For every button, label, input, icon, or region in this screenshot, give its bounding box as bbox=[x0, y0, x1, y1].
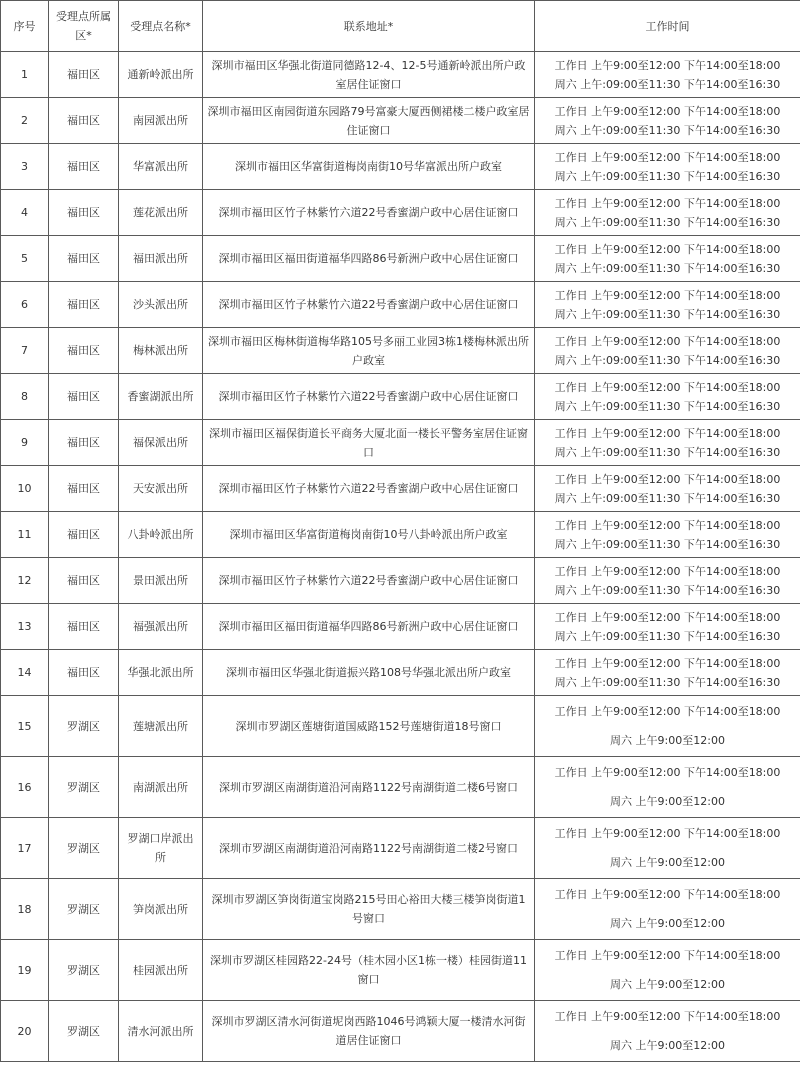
cell-hours bbox=[535, 879, 800, 940]
saturday-hours: 周六 上午:09:00至11:30 下午14:00至16:30 bbox=[554, 123, 781, 137]
cell-hours bbox=[535, 466, 800, 512]
weekday-hours: 工作日 上午9:00至12:00 下午14:00至18:00 bbox=[554, 564, 781, 578]
header-name: 受理点名称* bbox=[119, 1, 203, 52]
weekday-hours: 工作日 上午9:00至12:00 下午14:00至18:00 bbox=[554, 705, 781, 718]
cell-index: 4 bbox=[1, 190, 49, 236]
cell-district: 福田区 bbox=[49, 98, 119, 144]
table-row bbox=[1, 696, 800, 757]
weekday-hours: 工作日 上午9:00至12:00 下午14:00至18:00 bbox=[554, 1010, 781, 1023]
cell-hours bbox=[535, 696, 800, 757]
weekday-hours: 工作日 上午9:00至12:00 下午14:00至18:00 bbox=[554, 426, 781, 440]
saturday-hours: 周六 上午:09:00至11:30 下午14:00至16:30 bbox=[554, 353, 781, 367]
cell-index: 13 bbox=[1, 604, 49, 650]
table-row bbox=[1, 818, 800, 879]
saturday-hours: 周六 上午:09:00至11:30 下午14:00至16:30 bbox=[554, 675, 781, 689]
cell-district: 福田区 bbox=[49, 374, 119, 420]
cell-name: 八卦岭派出所 bbox=[119, 512, 203, 558]
saturday-hours: 周六 上午:09:00至11:30 下午14:00至16:30 bbox=[554, 77, 781, 91]
cell-address: 深圳市福田区竹子林紫竹六道22号香蜜湖户政中心居住证窗口 bbox=[203, 282, 535, 328]
cell-name: 南园派出所 bbox=[119, 98, 203, 144]
cell-address: 深圳市罗湖区南湖街道沿河南路1122号南湖街道二楼2号窗口 bbox=[203, 818, 535, 879]
saturday-hours: 周六 上午9:00至12:00 bbox=[610, 734, 725, 747]
cell-index: 19 bbox=[1, 940, 49, 1001]
table-row bbox=[1, 940, 800, 1001]
cell-name: 福保派出所 bbox=[119, 420, 203, 466]
cell-index: 3 bbox=[1, 144, 49, 190]
cell-name: 香蜜湖派出所 bbox=[119, 374, 203, 420]
table-row bbox=[1, 190, 800, 236]
table-row bbox=[1, 144, 800, 190]
cell-address: 深圳市罗湖区莲塘街道国威路152号莲塘街道18号窗口 bbox=[203, 696, 535, 757]
cell-index: 14 bbox=[1, 650, 49, 696]
cell-hours bbox=[535, 144, 800, 190]
cell-name: 华强北派出所 bbox=[119, 650, 203, 696]
cell-address: 深圳市福田区华强北街道同德路12-4、12-5号通新岭派出所户政室居住证窗口 bbox=[203, 52, 535, 98]
cell-address: 深圳市福田区福田街道福华四路86号新洲户政中心居住证窗口 bbox=[203, 236, 535, 282]
saturday-hours: 周六 上午9:00至12:00 bbox=[610, 1039, 725, 1052]
cell-district: 罗湖区 bbox=[49, 940, 119, 1001]
cell-index: 1 bbox=[1, 52, 49, 98]
cell-address: 深圳市福田区竹子林紫竹六道22号香蜜湖户政中心居住证窗口 bbox=[203, 558, 535, 604]
cell-index: 6 bbox=[1, 282, 49, 328]
table-row bbox=[1, 420, 800, 466]
cell-hours bbox=[535, 190, 800, 236]
cell-name: 福田派出所 bbox=[119, 236, 203, 282]
weekday-hours: 工作日 上午9:00至12:00 下午14:00至18:00 bbox=[554, 656, 781, 670]
table-row bbox=[1, 650, 800, 696]
weekday-hours: 工作日 上午9:00至12:00 下午14:00至18:00 bbox=[554, 334, 781, 348]
cell-name: 南湖派出所 bbox=[119, 757, 203, 818]
cell-name: 莲塘派出所 bbox=[119, 696, 203, 757]
weekday-hours: 工作日 上午9:00至12:00 下午14:00至18:00 bbox=[554, 150, 781, 164]
cell-name: 笋岗派出所 bbox=[119, 879, 203, 940]
cell-district: 福田区 bbox=[49, 420, 119, 466]
table-row bbox=[1, 98, 800, 144]
table-row bbox=[1, 757, 800, 818]
saturday-hours: 周六 上午9:00至12:00 bbox=[610, 917, 725, 930]
header-district: 受理点所属区* bbox=[49, 1, 119, 52]
cell-index: 9 bbox=[1, 420, 49, 466]
cell-name: 沙头派出所 bbox=[119, 282, 203, 328]
cell-index: 5 bbox=[1, 236, 49, 282]
cell-index: 20 bbox=[1, 1001, 49, 1062]
cell-district: 福田区 bbox=[49, 52, 119, 98]
cell-district: 罗湖区 bbox=[49, 818, 119, 879]
cell-district: 福田区 bbox=[49, 558, 119, 604]
weekday-hours: 工作日 上午9:00至12:00 下午14:00至18:00 bbox=[554, 888, 781, 901]
saturday-hours: 周六 上午:09:00至11:30 下午14:00至16:30 bbox=[554, 445, 781, 459]
table-row bbox=[1, 236, 800, 282]
cell-address: 深圳市罗湖区桂园路22-24号（桂木园小区1栋一楼）桂园街道11窗口 bbox=[203, 940, 535, 1001]
weekday-hours: 工作日 上午9:00至12:00 下午14:00至18:00 bbox=[554, 196, 781, 210]
cell-name: 梅林派出所 bbox=[119, 328, 203, 374]
cell-name: 华富派出所 bbox=[119, 144, 203, 190]
weekday-hours: 工作日 上午9:00至12:00 下午14:00至18:00 bbox=[554, 949, 781, 962]
weekday-hours: 工作日 上午9:00至12:00 下午14:00至18:00 bbox=[554, 288, 781, 302]
cell-hours bbox=[535, 650, 800, 696]
cell-address: 深圳市福田区竹子林紫竹六道22号香蜜湖户政中心居住证窗口 bbox=[203, 190, 535, 236]
cell-district: 罗湖区 bbox=[49, 879, 119, 940]
weekday-hours: 工作日 上午9:00至12:00 下午14:00至18:00 bbox=[554, 58, 781, 72]
cell-district: 福田区 bbox=[49, 328, 119, 374]
weekday-hours: 工作日 上午9:00至12:00 下午14:00至18:00 bbox=[554, 827, 781, 840]
saturday-hours: 周六 上午9:00至12:00 bbox=[610, 856, 725, 869]
weekday-hours: 工作日 上午9:00至12:00 下午14:00至18:00 bbox=[554, 242, 781, 256]
cell-hours bbox=[535, 1001, 800, 1062]
cell-index: 8 bbox=[1, 374, 49, 420]
cell-district: 福田区 bbox=[49, 466, 119, 512]
cell-index: 10 bbox=[1, 466, 49, 512]
cell-district: 福田区 bbox=[49, 236, 119, 282]
cell-hours bbox=[535, 236, 800, 282]
cell-index: 7 bbox=[1, 328, 49, 374]
cell-district: 罗湖区 bbox=[49, 757, 119, 818]
saturday-hours: 周六 上午9:00至12:00 bbox=[610, 978, 725, 991]
saturday-hours: 周六 上午9:00至12:00 bbox=[610, 795, 725, 808]
cell-address: 深圳市福田区福保街道长平商务大厦北面一楼长平警务室居住证窗口 bbox=[203, 420, 535, 466]
cell-index: 2 bbox=[1, 98, 49, 144]
header-hours: 工作时间 bbox=[535, 1, 800, 52]
table-row bbox=[1, 52, 800, 98]
cell-hours bbox=[535, 328, 800, 374]
table-row bbox=[1, 466, 800, 512]
cell-address: 深圳市福田区华富街道梅岗南街10号八卦岭派出所户政室 bbox=[203, 512, 535, 558]
cell-address: 深圳市福田区华富街道梅岗南街10号华富派出所户政室 bbox=[203, 144, 535, 190]
saturday-hours: 周六 上午:09:00至11:30 下午14:00至16:30 bbox=[554, 629, 781, 643]
cell-district: 福田区 bbox=[49, 190, 119, 236]
saturday-hours: 周六 上午:09:00至11:30 下午14:00至16:30 bbox=[554, 399, 781, 413]
cell-district: 福田区 bbox=[49, 604, 119, 650]
table-row bbox=[1, 558, 800, 604]
table-row bbox=[1, 328, 800, 374]
cell-address: 深圳市福田区南园街道东园路79号富豪大厦西侧裙楼二楼户政室居住证窗口 bbox=[203, 98, 535, 144]
saturday-hours: 周六 上午:09:00至11:30 下午14:00至16:30 bbox=[554, 583, 781, 597]
cell-address: 深圳市福田区竹子林紫竹六道22号香蜜湖户政中心居住证窗口 bbox=[203, 374, 535, 420]
cell-district: 罗湖区 bbox=[49, 1001, 119, 1062]
cell-hours bbox=[535, 374, 800, 420]
weekday-hours: 工作日 上午9:00至12:00 下午14:00至18:00 bbox=[554, 610, 781, 624]
header-index: 序号 bbox=[1, 1, 49, 52]
cell-address: 深圳市罗湖区清水河街道坭岗西路1046号鸿颖大厦一楼清水河街道居住证窗口 bbox=[203, 1001, 535, 1062]
header-row bbox=[1, 1, 800, 52]
weekday-hours: 工作日 上午9:00至12:00 下午14:00至18:00 bbox=[554, 380, 781, 394]
cell-district: 福田区 bbox=[49, 282, 119, 328]
cell-address: 深圳市罗湖区笋岗街道宝岗路215号田心裕田大楼三楼笋岗街道1号窗口 bbox=[203, 879, 535, 940]
cell-name: 天安派出所 bbox=[119, 466, 203, 512]
cell-name: 福强派出所 bbox=[119, 604, 203, 650]
cell-hours bbox=[535, 604, 800, 650]
saturday-hours: 周六 上午:09:00至11:30 下午14:00至16:30 bbox=[554, 169, 781, 183]
cell-address: 深圳市罗湖区南湖街道沿河南路1122号南湖街道二楼6号窗口 bbox=[203, 757, 535, 818]
cell-index: 16 bbox=[1, 757, 49, 818]
weekday-hours: 工作日 上午9:00至12:00 下午14:00至18:00 bbox=[554, 472, 781, 486]
cell-index: 17 bbox=[1, 818, 49, 879]
cell-hours bbox=[535, 52, 800, 98]
weekday-hours: 工作日 上午9:00至12:00 下午14:00至18:00 bbox=[554, 766, 781, 779]
cell-hours bbox=[535, 98, 800, 144]
cell-address: 深圳市福田区华强北街道振兴路108号华强北派出所户政室 bbox=[203, 650, 535, 696]
cell-address: 深圳市福田区竹子林紫竹六道22号香蜜湖户政中心居住证窗口 bbox=[203, 466, 535, 512]
cell-name: 通新岭派出所 bbox=[119, 52, 203, 98]
table-row bbox=[1, 282, 800, 328]
cell-name: 罗湖口岸派出所 bbox=[119, 818, 203, 879]
cell-hours bbox=[535, 757, 800, 818]
saturday-hours: 周六 上午:09:00至11:30 下午14:00至16:30 bbox=[554, 491, 781, 505]
cell-name: 景田派出所 bbox=[119, 558, 203, 604]
weekday-hours: 工作日 上午9:00至12:00 下午14:00至18:00 bbox=[554, 104, 781, 118]
weekday-hours: 工作日 上午9:00至12:00 下午14:00至18:00 bbox=[554, 518, 781, 532]
cell-index: 12 bbox=[1, 558, 49, 604]
cell-name: 莲花派出所 bbox=[119, 190, 203, 236]
saturday-hours: 周六 上午:09:00至11:30 下午14:00至16:30 bbox=[554, 261, 781, 275]
cell-district: 福田区 bbox=[49, 144, 119, 190]
cell-hours bbox=[535, 940, 800, 1001]
saturday-hours: 周六 上午:09:00至11:30 下午14:00至16:30 bbox=[554, 307, 781, 321]
cell-name: 清水河派出所 bbox=[119, 1001, 203, 1062]
cell-district: 福田区 bbox=[49, 512, 119, 558]
cell-index: 18 bbox=[1, 879, 49, 940]
cell-hours bbox=[535, 420, 800, 466]
table-row bbox=[1, 604, 800, 650]
header-address: 联系地址* bbox=[203, 1, 535, 52]
table-row bbox=[1, 374, 800, 420]
cell-index: 11 bbox=[1, 512, 49, 558]
saturday-hours: 周六 上午:09:00至11:30 下午14:00至16:30 bbox=[554, 537, 781, 551]
cell-district: 罗湖区 bbox=[49, 696, 119, 757]
cell-hours bbox=[535, 282, 800, 328]
cell-name: 桂园派出所 bbox=[119, 940, 203, 1001]
cell-address: 深圳市福田区梅林街道梅华路105号多丽工业园3栋1楼梅林派出所户政室 bbox=[203, 328, 535, 374]
cell-hours bbox=[535, 512, 800, 558]
cell-index: 15 bbox=[1, 696, 49, 757]
cell-district: 福田区 bbox=[49, 650, 119, 696]
table-row bbox=[1, 879, 800, 940]
saturday-hours: 周六 上午:09:00至11:30 下午14:00至16:30 bbox=[554, 215, 781, 229]
table-row bbox=[1, 512, 800, 558]
table-row bbox=[1, 1001, 800, 1062]
cell-hours bbox=[535, 558, 800, 604]
table-body bbox=[1, 52, 800, 1062]
cell-address: 深圳市福田区福田街道福华四路86号新洲户政中心居住证窗口 bbox=[203, 604, 535, 650]
cell-hours bbox=[535, 818, 800, 879]
